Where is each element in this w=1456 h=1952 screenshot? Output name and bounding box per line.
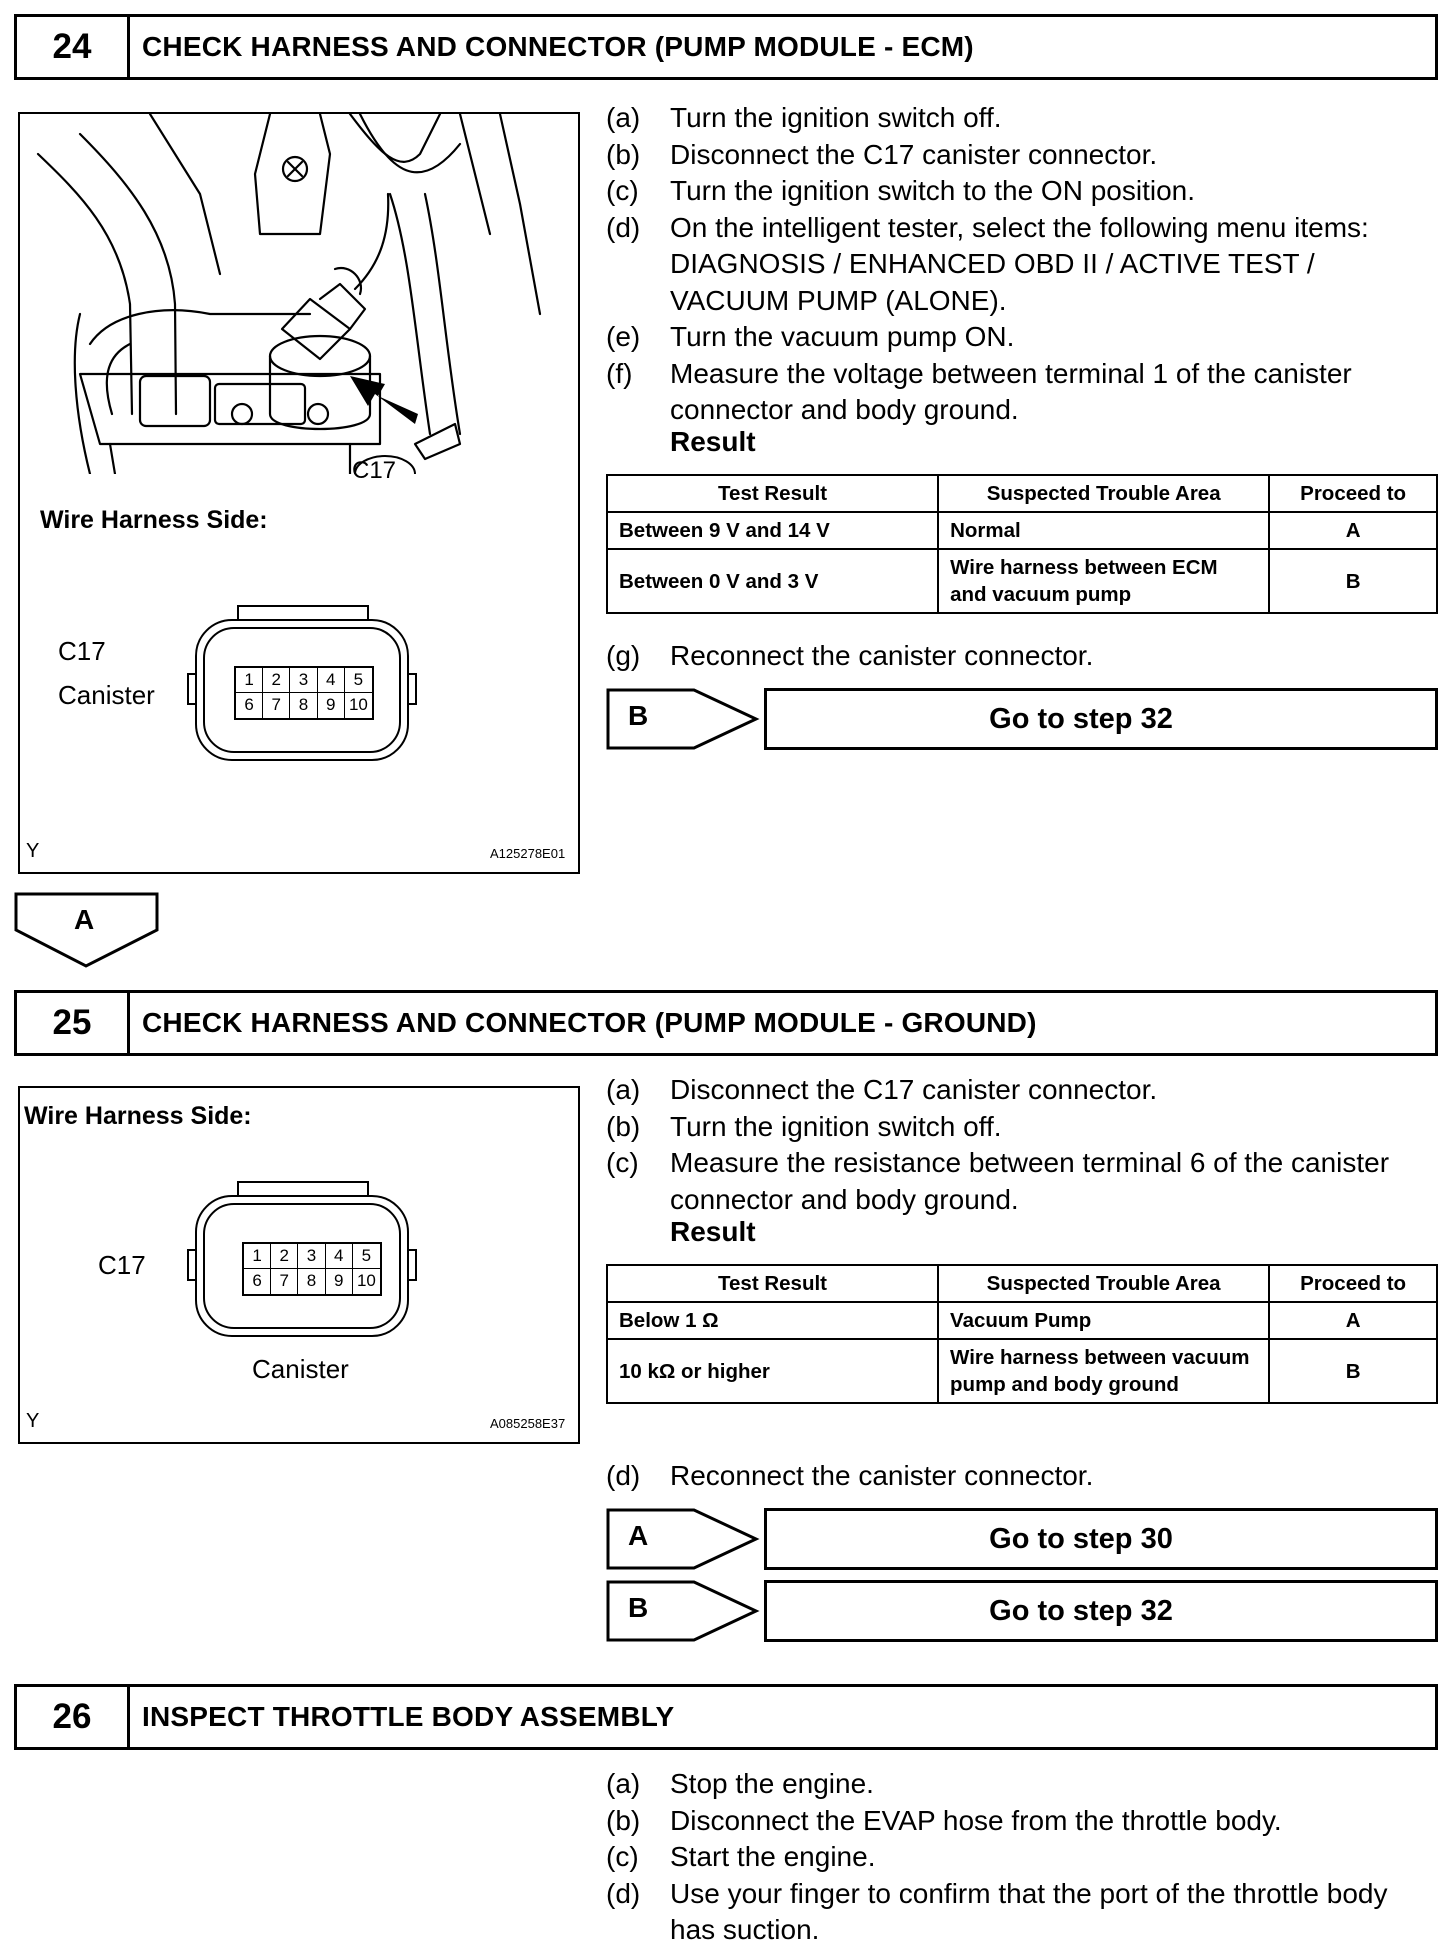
connector-pin-grid (234, 666, 374, 720)
pin: 4 (326, 1244, 353, 1269)
pin: 10 (348, 695, 368, 714)
column-header: Test Result (607, 475, 938, 512)
wire-harness-side-label: Wire Harness Side: (40, 506, 268, 534)
pin: 6 (236, 693, 263, 718)
step-number: 25 (17, 993, 130, 1053)
pin: 1 (244, 1244, 271, 1269)
step-25-figure (18, 1086, 580, 1444)
connector-name-label: Canister (252, 1354, 349, 1384)
pin: 2 (263, 668, 290, 693)
figure-corner-mark: Y (26, 1410, 40, 1432)
table-cell: B (1269, 1339, 1437, 1403)
table-row (607, 1339, 1437, 1403)
goto-step-32-link[interactable] (606, 1580, 1438, 1642)
list-item: (d) On the intelligent tester, select the following menu items: DIAGNOSIS / ENHANCED OBD II / ACTIVE TEST / VACUUM PUMP (ALONE). (606, 211, 1369, 316)
step-26-header (14, 1684, 1438, 1750)
list-item: (b) Turn the ignition switch off. (606, 1110, 1002, 1142)
list-item: (b) Disconnect the EVAP hose from the throttle body. (606, 1804, 1282, 1836)
column-header: Proceed to (1269, 1265, 1437, 1302)
goto-result-label: A (628, 1520, 649, 1551)
table-header-row (607, 475, 1437, 512)
list-item: (d) Reconnect the canister connector. (606, 1460, 1094, 1491)
table-row (607, 1302, 1437, 1339)
pin: 3 (290, 668, 317, 693)
pin: 3 (298, 1244, 325, 1269)
column-header: Suspected Trouble Area (938, 475, 1269, 512)
pin: 1 (236, 668, 263, 693)
pin: 7 (263, 693, 290, 718)
step-24-header (14, 14, 1438, 80)
photo-callout-label: C17 (352, 457, 397, 484)
pin: 9 (326, 1269, 353, 1294)
pin: 2 (271, 1244, 298, 1269)
list-item: (a) Stop the engine. (606, 1768, 874, 1799)
step-title: CHECK HARNESS AND CONNECTOR (PUMP MODULE - GROUND) (142, 1007, 1037, 1038)
table-row (607, 512, 1437, 549)
list-item: (d) Use your finger to confirm that the port of the throttle body has suction. (606, 1877, 1388, 1945)
continue-label: A (74, 904, 95, 935)
figure-id: A085258E37 (490, 1416, 566, 1431)
step-25-header (14, 990, 1438, 1056)
list-item: (c) Measure the resistance between terminal 6 of the canister connector and body ground. (606, 1147, 1390, 1215)
table-header-row (607, 1265, 1437, 1302)
step-25-after-instruction (606, 1458, 1436, 1495)
goto-result-label: B (628, 700, 649, 731)
list-item: (a) Turn the ignition switch off. (606, 102, 1002, 133)
step-26-instructions (606, 1766, 1436, 1949)
table-cell: 10 kΩ or higher (607, 1339, 938, 1403)
step-number: 26 (17, 1687, 130, 1747)
table-cell: Wire harness between ECM and vacuum pump (938, 549, 1269, 613)
goto-step-32-link[interactable] (606, 688, 1438, 750)
table-cell: Vacuum Pump (938, 1302, 1269, 1339)
list-item: (a) Disconnect the C17 canister connector. (606, 1074, 1158, 1105)
list-item: (g) Reconnect the canister connector. (606, 640, 1094, 671)
goto-result-label: B (628, 1592, 649, 1623)
table-row (607, 549, 1437, 613)
pin: 5 (353, 1244, 380, 1269)
step-24-result-table (606, 474, 1438, 614)
connector-code-label: C17 (98, 1250, 146, 1280)
pin: 7 (271, 1269, 298, 1294)
connector-name-label: Canister (58, 680, 155, 710)
table-cell: Normal (938, 512, 1269, 549)
figure-corner-mark: Y (26, 840, 40, 862)
step-25-result-table (606, 1264, 1438, 1404)
goto-step-text: Go to step 30 (764, 1508, 1438, 1570)
list-item: (b) Disconnect the C17 canister connector. (606, 138, 1158, 170)
pin: 4 (318, 668, 345, 693)
table-cell: Between 0 V and 3 V (607, 549, 938, 613)
pin: 8 (298, 1269, 325, 1294)
step-24-after-instruction (606, 638, 1436, 675)
step-24-instructions (606, 100, 1436, 429)
wire-harness-side-label: Wire Harness Side: (24, 1102, 252, 1130)
result-label: Result (670, 426, 756, 457)
goto-step-30-link[interactable] (606, 1508, 1438, 1570)
table-cell: Between 9 V and 14 V (607, 512, 938, 549)
goto-step-text: Go to step 32 (764, 1580, 1438, 1642)
step-24-figure (18, 112, 580, 874)
table-cell: Wire harness between vacuum pump and body ground (938, 1339, 1269, 1403)
pin: 5 (345, 668, 372, 693)
result-label: Result (670, 1216, 756, 1247)
pin: 9 (318, 693, 345, 718)
table-cell: A (1269, 512, 1437, 549)
pin: 6 (244, 1269, 271, 1294)
step-title: CHECK HARNESS AND CONNECTOR (PUMP MODULE - ECM) (142, 31, 974, 62)
table-cell: A (1269, 1302, 1437, 1339)
table-cell: B (1269, 549, 1437, 613)
connector-code-label: C17 (58, 636, 106, 666)
column-header: Test Result (607, 1265, 938, 1302)
engine-photo-illustration (20, 114, 578, 474)
column-header: Proceed to (1269, 475, 1437, 512)
list-item: (f) Measure the voltage between terminal 1 of the canister connector and body ground. (606, 357, 1352, 425)
column-header: Suspected Trouble Area (938, 1265, 1269, 1302)
list-item: (c) Start the engine. (606, 1841, 876, 1872)
step-title: INSPECT THROTTLE BODY ASSEMBLY (142, 1701, 675, 1732)
connector-pin-grid (242, 1242, 382, 1296)
step-number: 24 (17, 17, 130, 77)
figure-id: A125278E01 (490, 846, 566, 861)
goto-step-text: Go to step 32 (764, 688, 1438, 750)
list-item: (e) Turn the vacuum pump ON. (606, 321, 1015, 352)
pin: 10 (356, 1271, 376, 1290)
table-cell: Below 1 Ω (607, 1302, 938, 1339)
pin: 8 (290, 693, 317, 718)
list-item: (c) Turn the ignition switch to the ON position. (606, 175, 1195, 206)
step-25-instructions (606, 1072, 1436, 1218)
